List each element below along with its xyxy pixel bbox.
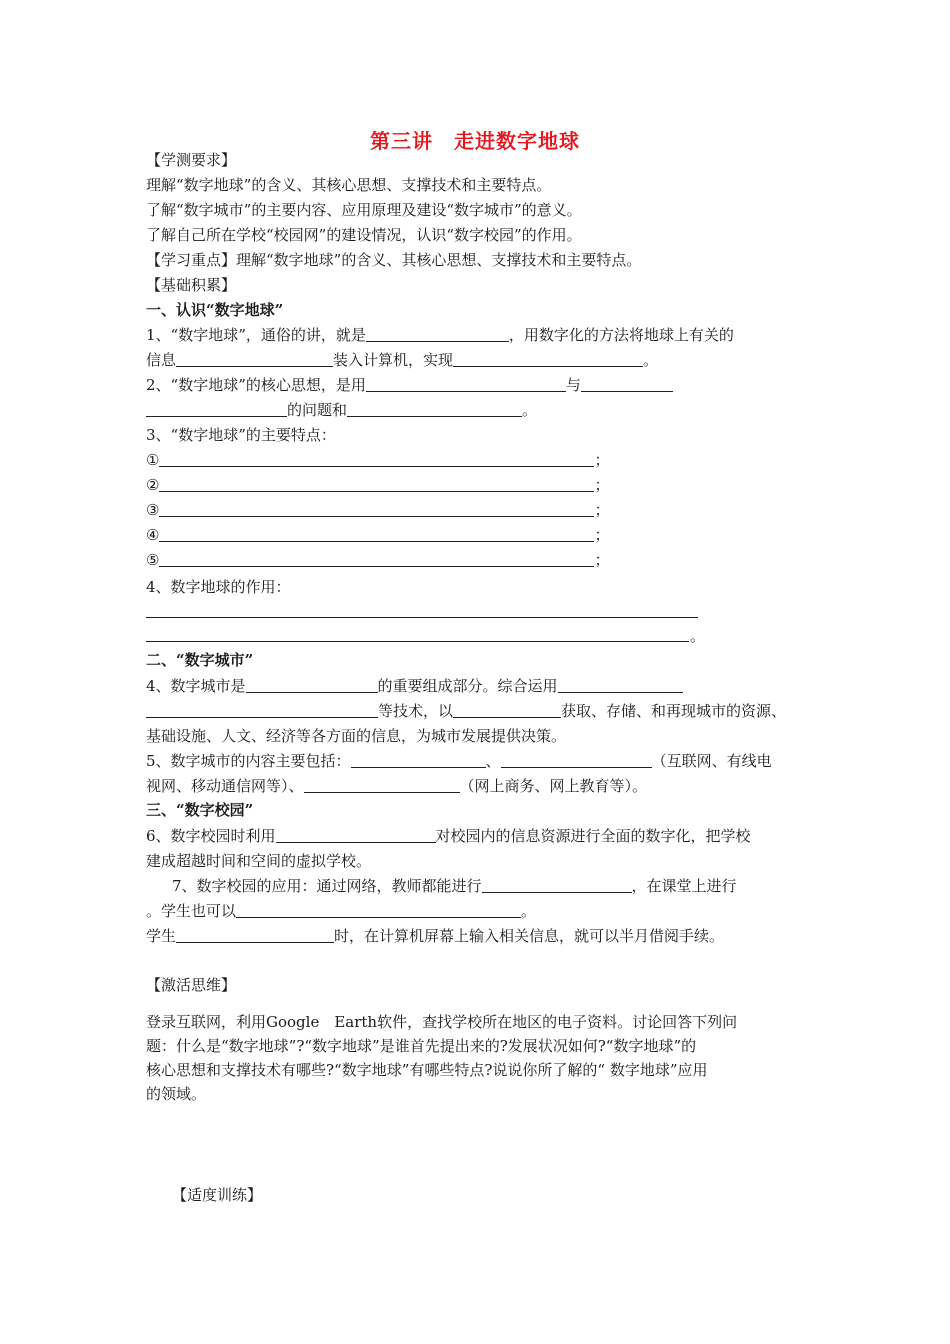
city-text-a: 4、数字城市是	[146, 677, 246, 695]
blank[interactable]	[581, 376, 673, 392]
item-end: ；	[594, 551, 610, 569]
blank[interactable]	[176, 351, 333, 367]
answer-line[interactable]	[146, 616, 698, 618]
blank[interactable]	[366, 326, 509, 342]
item-end: ；	[594, 476, 610, 494]
q1-text-c: 信息	[146, 351, 177, 369]
q2-text-a: 2、“数字地球”的核心思想，是用	[146, 376, 366, 394]
city-line-1	[146, 676, 683, 696]
city-text-j: （网上商务、网上教育等）。	[459, 777, 648, 795]
activity-text-1: 登录互联网，利用Google Earth软件，查找学校所在地区的电子资料。讨论回答下列问	[146, 1013, 738, 1031]
blank[interactable]	[159, 551, 594, 567]
campus-text-e: ，在课堂上进行	[631, 877, 737, 895]
q2-text-c: 的问题和	[287, 401, 348, 419]
blank[interactable]	[366, 376, 566, 392]
section-header-jichu: 【基础积累】	[146, 276, 237, 294]
campus-text-g: 。	[521, 902, 537, 920]
feature-item-4	[146, 525, 609, 545]
campus-line-2: 建成超越时间和空间的虚拟学校。	[146, 852, 372, 870]
blank[interactable]	[558, 677, 683, 693]
campus-text-b: 对校园内的信息资源进行全面的数字化，把学校	[435, 827, 751, 845]
item-marker: ①	[146, 451, 160, 469]
section-header-shidu: 【适度训练】	[172, 1186, 263, 1204]
city-line-5	[146, 776, 647, 796]
q1-text-b: ，用数字化的方法将地球上有关的	[508, 326, 734, 344]
item-marker: ②	[146, 476, 160, 494]
item-marker: ④	[146, 526, 160, 544]
feature-item-3	[146, 500, 609, 520]
campus-text-d: 7、数字校园的应用：通过网络，教师都能进行	[172, 877, 482, 895]
city-text-i: 视网、移动通信网等）、	[146, 777, 304, 795]
question-2-line-1	[146, 375, 673, 395]
item-marker: ③	[146, 501, 160, 519]
requirement-1: 理解“数字地球”的含义、其核心思想、支撑技术和主要特点。	[146, 176, 552, 194]
key-points-text: 理解“数字地球”的含义、其核心思想、支撑技术和主要特点。	[236, 251, 642, 269]
feature-item-2	[146, 475, 609, 495]
q1-text-a: 1、“数字地球”，通俗的讲，就是	[146, 326, 366, 344]
city-line-3: 基础设施、人文、经济等各方面的信息，为城市发展提供决策。	[146, 727, 567, 745]
activity-text-4: 的领域。	[146, 1085, 207, 1103]
campus-text-f: 。学生也可以	[146, 902, 237, 920]
campus-line-4	[146, 901, 536, 921]
question-4: 4、数字地球的作用：	[146, 578, 291, 596]
section-header-xuece: 【学测要求】	[146, 151, 237, 169]
blank[interactable]	[159, 526, 594, 542]
blank[interactable]	[482, 877, 632, 893]
q4-end: 。	[690, 627, 706, 645]
question-2-line-2	[146, 400, 537, 420]
city-text-g: 、	[485, 752, 501, 770]
blank[interactable]	[453, 351, 643, 367]
blank[interactable]	[453, 702, 561, 718]
section1-heading: 一、认识“数字地球”	[146, 301, 284, 319]
requirement-2: 了解“数字城市”的主要内容、应用原理及建设“数字城市”的意义。	[146, 201, 582, 219]
city-line-4	[146, 751, 772, 771]
city-text-h: （互联网、有线电	[651, 752, 772, 770]
campus-line-1	[146, 826, 751, 846]
campus-text-h: 学生	[146, 927, 177, 945]
feature-item-5	[146, 550, 609, 570]
city-text-f: 5、数字城市的内容主要包括：	[146, 752, 351, 770]
page-title: 第三讲 走进数字地球	[370, 129, 580, 153]
blank[interactable]	[146, 401, 287, 417]
answer-line[interactable]	[146, 640, 689, 642]
blank[interactable]	[351, 752, 486, 768]
question-1-line-2	[146, 350, 658, 370]
blank[interactable]	[159, 451, 594, 467]
city-text-d: 获取、存储、和再现城市的资源、	[561, 702, 787, 720]
blank[interactable]	[246, 677, 378, 693]
campus-text-a: 6、数字校园时利用	[146, 827, 276, 845]
question-1-line-1	[146, 325, 734, 345]
activity-text-2: 题：什么是“数字地球”?“数字地球”是谁首先提出来的?发展状况如何?“数字地球”的	[146, 1037, 697, 1055]
q1-text-e: 。	[643, 351, 659, 369]
item-end: ；	[594, 501, 610, 519]
blank[interactable]	[159, 501, 594, 517]
activity-text-3: 核心思想和支撑技术有哪些?“数字地球”有哪些特点?说说你所了解的“ 数字地球”应用	[146, 1061, 708, 1079]
blank[interactable]	[159, 476, 594, 492]
campus-text-i: 时，在计算机屏幕上输入相关信息，就可以半月借阅手续。	[334, 927, 725, 945]
blank[interactable]	[146, 702, 378, 718]
item-end: ；	[594, 451, 610, 469]
campus-line-3	[172, 876, 737, 896]
section-header-jihuo: 【激活思维】	[146, 976, 237, 994]
q2-text-d: 。	[522, 401, 538, 419]
city-text-b: 的重要组成部分。综合运用	[377, 677, 558, 695]
section3-heading: 三、“数字校园”	[146, 801, 254, 819]
city-text-c: 等技术，以	[378, 702, 454, 720]
blank[interactable]	[236, 902, 521, 918]
blank[interactable]	[176, 927, 334, 943]
blank[interactable]	[347, 401, 522, 417]
question-3: 3、“数字地球”的主要特点：	[146, 426, 336, 444]
section2-heading: 二、“数字城市”	[146, 651, 254, 669]
requirement-3: 了解自己所在学校“校园网”的建设情况，认识“数字校园”的作用。	[146, 226, 582, 244]
q1-text-d: 装入计算机，实现	[333, 351, 454, 369]
campus-line-5	[146, 926, 724, 946]
blank[interactable]	[304, 777, 460, 793]
item-marker: ⑤	[146, 551, 160, 569]
blank[interactable]	[276, 827, 436, 843]
feature-item-1	[146, 450, 609, 470]
q2-text-b: 与	[565, 376, 581, 394]
item-end: ；	[594, 526, 610, 544]
city-line-2	[146, 701, 786, 721]
section-header-zhongdian: 【学习重点】	[146, 251, 237, 269]
key-points	[146, 250, 641, 270]
blank[interactable]	[501, 752, 652, 768]
